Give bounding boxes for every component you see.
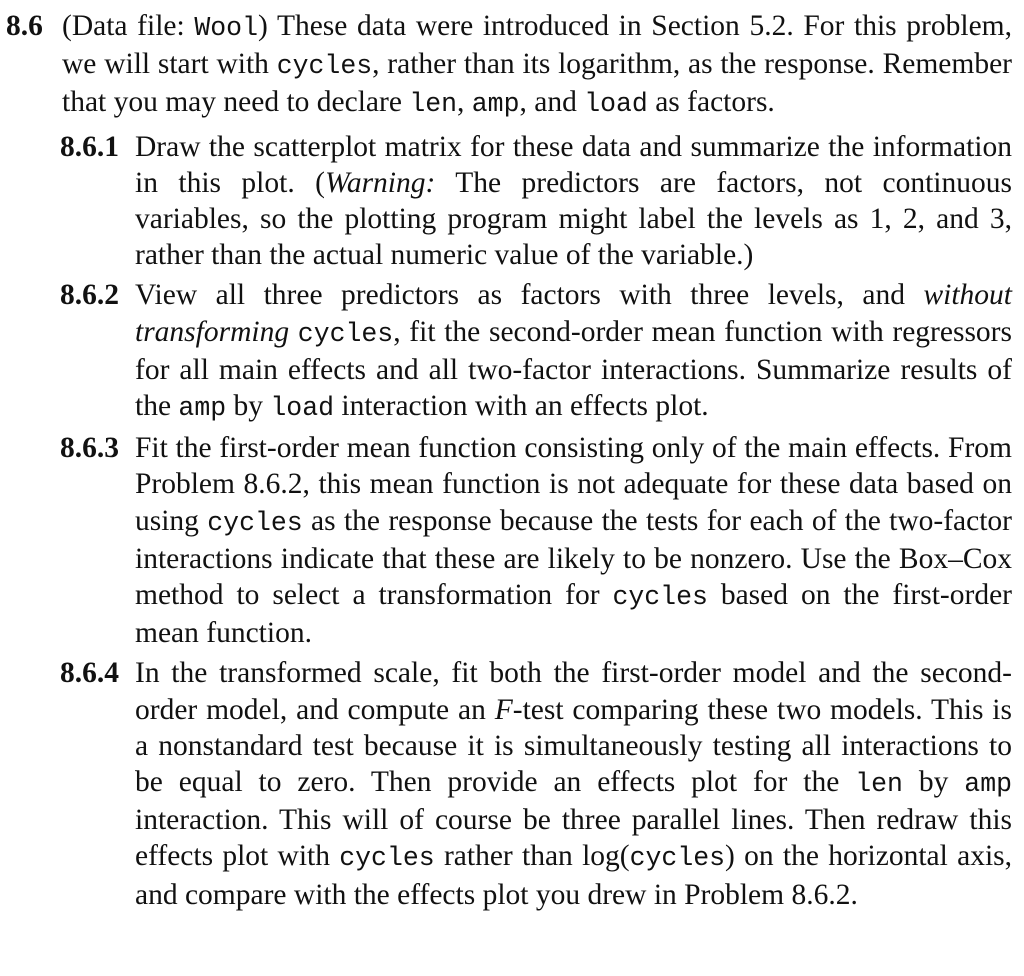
subproblem-text: interaction. This will of course be three parallel lines. Then redraw this effects plot with [135,804,1012,873]
subproblem-text: interaction with an effects plot. [334,390,709,423]
subproblem-number: 8.6.1 [60,130,119,163]
subproblem-text: The predictors are factors, not continuous variables, so the plotting program might label the levels as 1, 2, and 3, rather than the actual numeric value of the variable.) [135,166,1012,272]
subproblem-text: based on the first-order mean function. [135,579,1012,650]
variable-name: amp [471,89,520,120]
problem-text: ) These data were introduced in Section 5.2. For this problem, we will start with [62,10,1012,81]
variable-name: cycles [612,582,708,613]
variable-name: len [409,89,458,120]
problem-text: , and [519,86,585,119]
problem-text: as factors. [647,86,775,119]
variable-name: amp [178,393,227,424]
variable-name: len [855,769,903,800]
subproblem-8-6-2 [0,277,1024,426]
subproblem-text: by [226,390,271,423]
problem-text: , [457,86,472,119]
subproblem-8-6-1 [0,129,1024,274]
subproblem-8-6-3 [0,430,1024,651]
subproblem-number: 8.6.4 [60,657,119,690]
subproblem-text: rather than log( [434,840,630,873]
subproblem-8-6-4 [0,655,1024,912]
problem-8-6 [0,8,1024,123]
subproblem-text [289,316,298,348]
variable-name: load [270,393,335,424]
subproblem-text: In the transformed scale, fit both the first-order model and the second-order model, and compute an [135,657,1012,726]
subproblem-text: as the response because the tests for each of the two-factor interactions indicate that these are likely to be nonzero. Use the Box–Cox method to select a transformation for [135,504,1012,612]
variable-name: cycles [339,843,435,874]
subproblem-text: ) on the horizontal axis, and compare with the effects plot you drew in Problem 8.6.2. [135,840,1013,911]
subproblem-number: 8.6.2 [60,279,119,312]
emphasis-text: Warning: [324,166,436,199]
problem-number: 8.6 [6,10,43,42]
problem-text: (Data file: [62,10,195,42]
subproblem-text: by [902,766,965,799]
subproblem-text: Fit the first-order mean function consisting only of the main effects. From Problem 8.6.2, this mean function is not adequate for these data based on using [135,432,1012,537]
emphasis-text: F [494,693,513,726]
subproblem-text: -test comparing these two models. This is a nonstandard test because it is simultaneously testing all interactions to be equal to zero. Then provide an effects plot for the [135,693,1012,799]
variable-name: load [584,89,648,120]
variable-name: cycles [629,843,726,874]
subproblem-number: 8.6.3 [60,432,119,465]
subproblem-text: View all three predictors as factors with three levels, and [135,279,924,312]
dataset-name: Wool [194,13,258,43]
variable-name: cycles [207,507,303,538]
variable-name: cycles [297,318,394,349]
subproblem-text: Draw the scatterplot matrix for these data and summarize the information in this plot. ( [135,130,1012,199]
emphasis-text: without transforming [135,279,1012,348]
subproblem-text: , fit the second-order mean function with regressors for all main effects and all two-factor interactions. Summarize results of the [135,315,1012,423]
variable-name: cycles [276,51,373,82]
variable-name: amp [964,769,1013,800]
problem-text: , rather than its logarithm, as the response. Remember that you may need to declare [62,48,1012,119]
